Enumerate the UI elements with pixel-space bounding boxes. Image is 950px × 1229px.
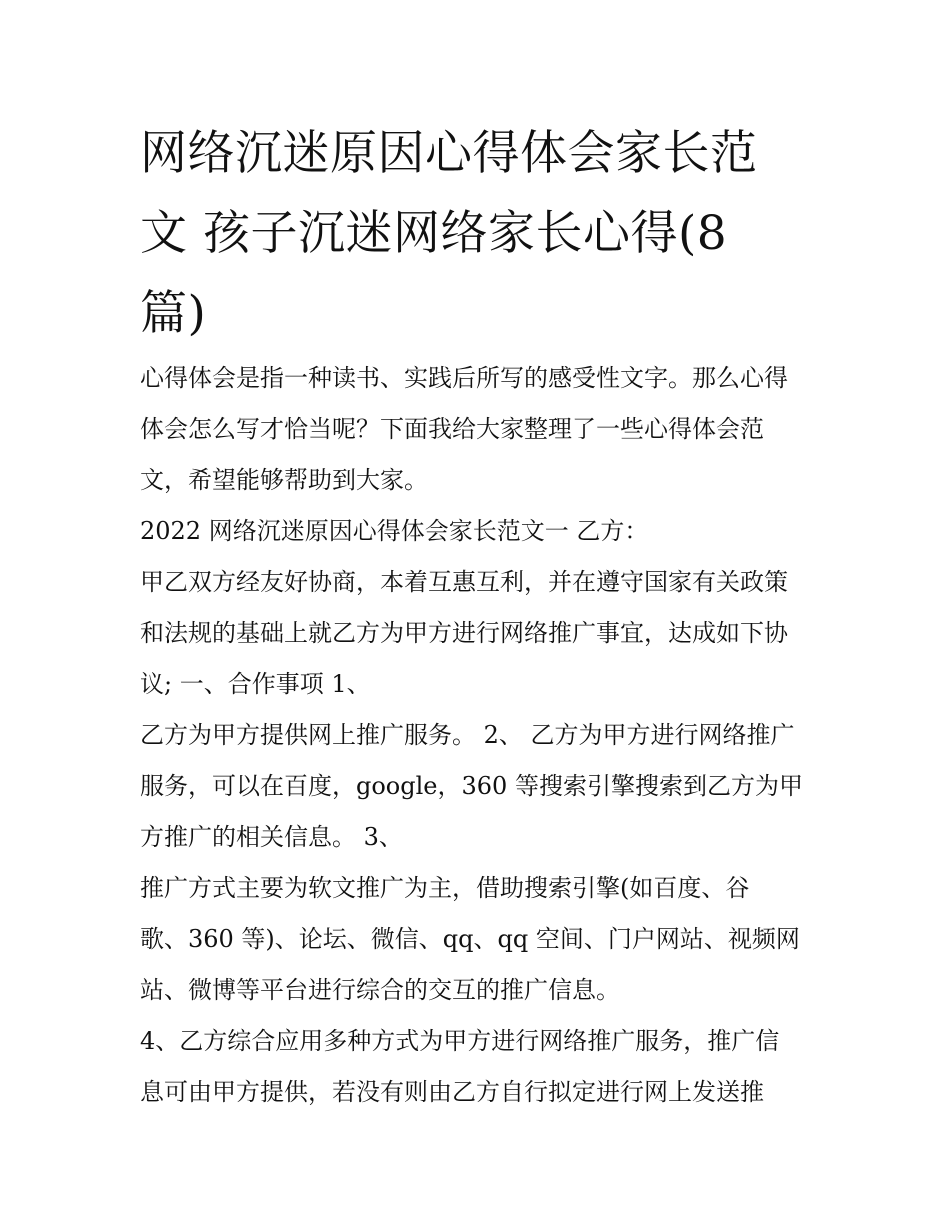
- document-title: [140, 114, 820, 354]
- body-line: 服务，可以在百度，google，360 等搜索引擎搜索到乙方为甲: [140, 772, 803, 800]
- body-line: 甲乙双方经友好协商，本着互惠互利，并在遵守国家有关政策: [140, 568, 788, 596]
- body-line: 乙方为甲方提供网上推广服务。 2、 乙方为甲方进行网络推广: [140, 721, 795, 749]
- title-line: 篇): [140, 286, 207, 341]
- body-line: 方推广的相关信息。 3、: [140, 823, 403, 851]
- body-line: 息可由甲方提供，若没有则由乙方自行拟定进行网上发送推: [140, 1078, 764, 1106]
- body-line: 文，希望能够帮助到大家。: [140, 466, 428, 494]
- body-line: 心得体会是指一种读书、实践后所写的感受性文字。那么心得: [140, 364, 788, 392]
- body-line: 2022 网络沉迷原因心得体会家长范文一 乙方：: [140, 517, 649, 545]
- body-line: 歌、360 等)、论坛、微信、qq、qq 空间、门户网站、视频网: [140, 925, 800, 953]
- body-line: 站、微博等平台进行综合的交互的推广信息。: [140, 976, 620, 1004]
- body-line: 议; 一、合作事项 1、: [140, 670, 371, 698]
- document-body: [140, 353, 840, 1118]
- body-line: 4、乙方综合应用多种方式为甲方进行网络推广服务，推广信: [140, 1027, 780, 1055]
- title-line: 文 孩子沉迷网络家长心得(8: [140, 206, 728, 261]
- body-line: 体会怎么写才恰当呢？下面我给大家整理了一些心得体会范: [140, 415, 764, 443]
- body-line: 推广方式主要为软文推广为主，借助搜索引擎(如百度、谷: [140, 874, 750, 902]
- body-line: 和法规的基础上就乙方为甲方进行网络推广事宜，达成如下协: [140, 619, 788, 647]
- title-line: 网络沉迷原因心得体会家长范: [140, 126, 758, 181]
